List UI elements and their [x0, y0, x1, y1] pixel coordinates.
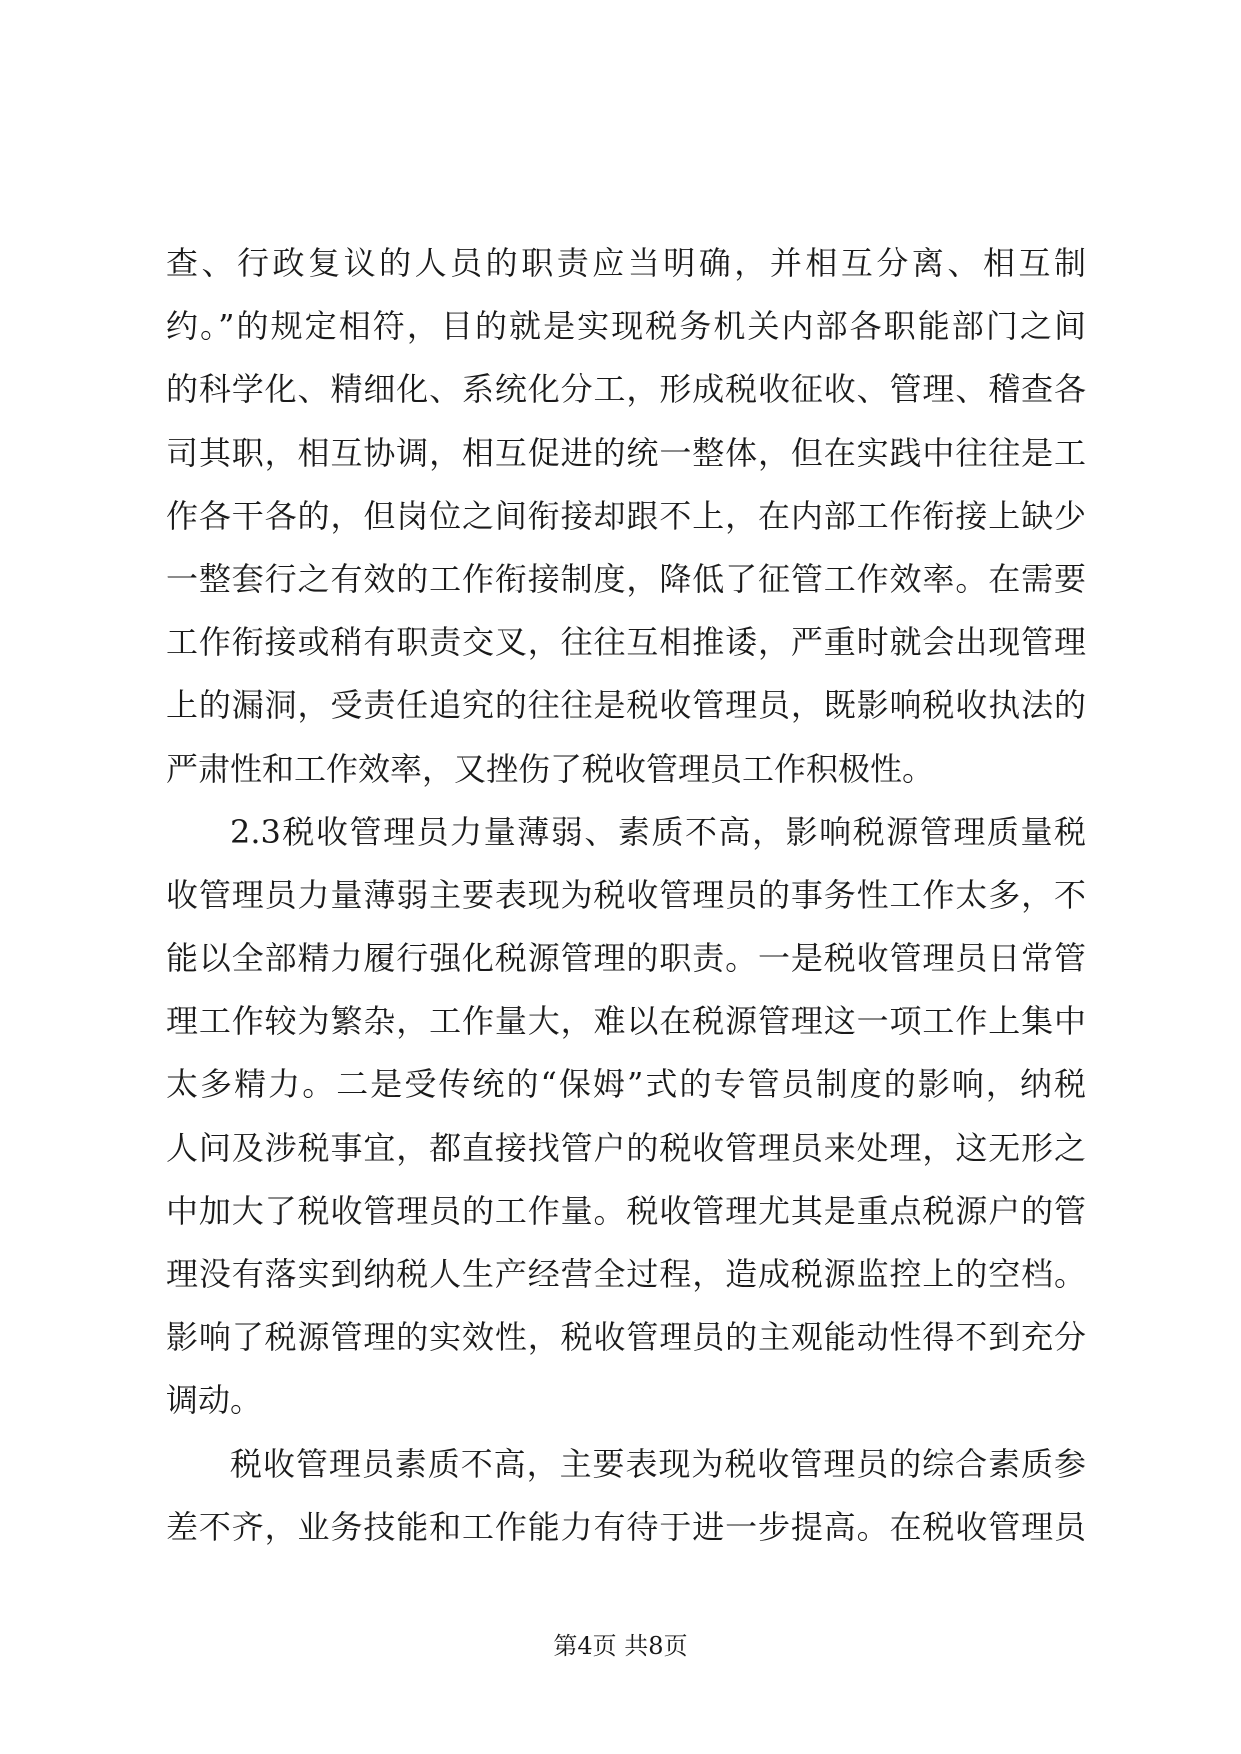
text-line: 中加大了税收管理员的工作量。税收管理尤其是重点税源户的管 [166, 1191, 1086, 1230]
text-line: 工作衔接或稍有职责交叉，往往互相推诿，严重时就会出现管理 [166, 623, 1086, 662]
text-line: 差不齐，业务技能和工作能力有待于进一步提高。在税收管理员 [166, 1507, 1086, 1546]
text-line: 人问及涉税事宜，都直接找管户的税收管理员来处理，这无形之 [166, 1128, 1086, 1167]
section-heading-line: 2.3税收管理员力量薄弱、素质不高，影响税源管理质量税 [230, 812, 1086, 851]
body-text [166, 232, 1086, 1559]
paragraph-start-line: 税收管理员素质不高，主要表现为税收管理员的综合素质参 [230, 1444, 1086, 1483]
text-line: 作各干各的，但岗位之间衔接却跟不上，在内部工作衔接上缺少 [166, 496, 1086, 535]
text-line: 收管理员力量薄弱主要表现为税收管理员的事务性工作太多，不 [166, 875, 1086, 914]
text-line: 的科学化、精细化、系统化分工，形成税收征收、管理、稽查各 [166, 370, 1086, 409]
text-line: 一整套行之有效的工作衔接制度，降低了征管工作效率。在需要 [166, 559, 1086, 598]
text-line: 能以全部精力履行强化税源管理的职责。一是税收管理员日常管 [166, 939, 1086, 978]
text-line: 太多精力。二是受传统的“保姆”式的专管员制度的影响，纳税 [166, 1065, 1086, 1104]
page-footer: 第4页 共8页 [553, 1632, 688, 1660]
text-line: 上的漏洞，受责任追究的往往是税收管理员，既影响税收执法的 [166, 686, 1086, 725]
text-line: 查、行政复议的人员的职责应当明确，并相互分离、相互制 [166, 244, 1086, 282]
text-line: 理没有落实到纳税人生产经营全过程，造成税源监控上的空档。 [166, 1255, 1086, 1293]
text-line: 严肃性和工作效率，又挫伤了税收管理员工作积极性。 [166, 749, 935, 788]
text-line: 约。”的规定相符，目的就是实现税务机关内部各职能部门之间 [166, 307, 1086, 346]
text-line: 司其职，相互协调，相互促进的统一整体，但在实践中往往是工 [166, 433, 1086, 472]
text-line: 理工作较为繁杂，工作量大，难以在税源管理这一项工作上集中 [166, 1002, 1086, 1041]
text-line: 影响了税源管理的实效性，税收管理员的主观能动性得不到充分 [166, 1318, 1086, 1357]
text-line: 调动。 [166, 1381, 263, 1420]
